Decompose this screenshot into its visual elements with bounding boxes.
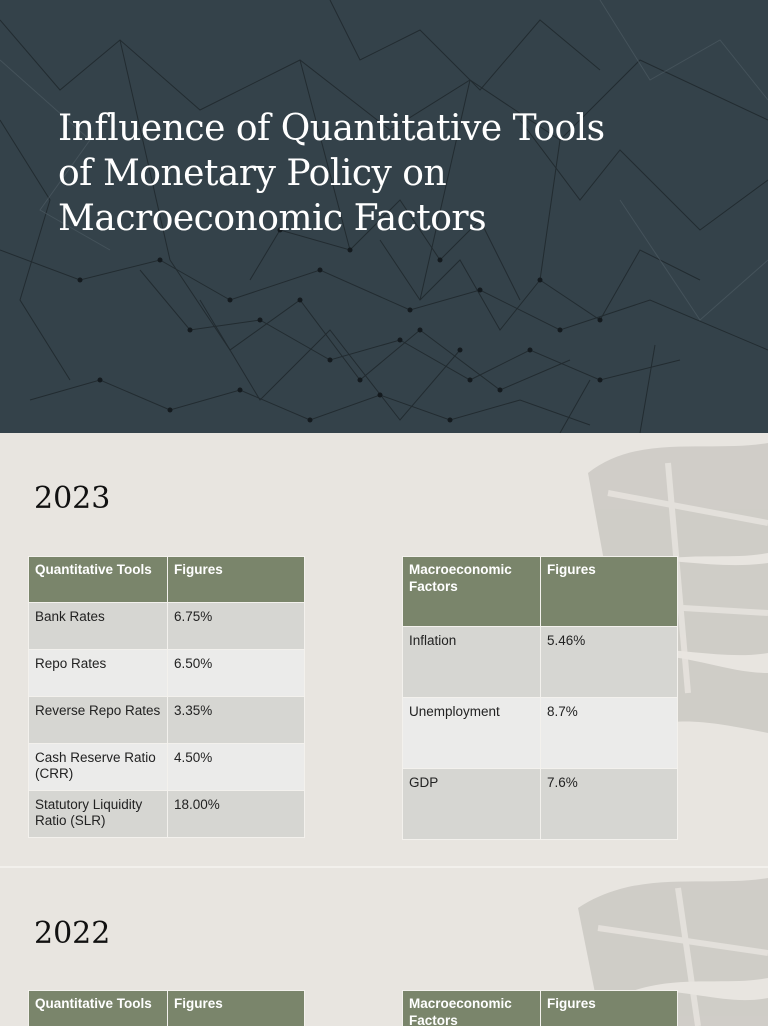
table-cell: GDP — [403, 769, 541, 840]
slide-2022 — [0, 868, 768, 1026]
table-row — [29, 744, 305, 791]
column-header: Figures — [168, 557, 305, 603]
quantitative-tools-table — [28, 556, 305, 838]
table-cell: 6.75% — [168, 603, 305, 650]
table-cell: 3.35% — [168, 697, 305, 744]
year-heading: 2023 — [34, 481, 110, 516]
table-cell: 4.50% — [168, 744, 305, 791]
table-row — [403, 769, 678, 840]
column-header: Macroeconomic Factors — [403, 557, 541, 627]
table-row — [403, 698, 678, 769]
table-cell: 6.50% — [168, 650, 305, 697]
year-heading: 2022 — [34, 916, 110, 951]
table-cell: Inflation — [403, 627, 541, 698]
table-header-row — [403, 991, 678, 1026]
table-header-row — [29, 991, 305, 1026]
column-header: Macroeconomic Factors — [403, 991, 541, 1026]
table-row — [29, 650, 305, 697]
table-header-row — [403, 557, 678, 627]
macroeconomic-factors-table — [402, 990, 678, 1026]
presentation-title: Influence of Quantitative Tools of Monetary Policy on Macroeconomic Factors — [58, 106, 658, 241]
table-row — [29, 697, 305, 744]
macroeconomic-factors-table — [402, 556, 678, 840]
column-header: Figures — [541, 991, 678, 1026]
table-cell: Statutory Liquidity Ratio (SLR) — [29, 791, 168, 838]
table-cell: Unemployment — [403, 698, 541, 769]
table-row — [403, 627, 678, 698]
table-cell: Bank Rates — [29, 603, 168, 650]
table-cell: Repo Rates — [29, 650, 168, 697]
table-cell: 8.7% — [541, 698, 678, 769]
column-header: Figures — [541, 557, 678, 627]
column-header: Figures — [168, 991, 305, 1026]
table-header-row — [29, 557, 305, 603]
table-cell: Reverse Repo Rates — [29, 697, 168, 744]
table-cell: 7.6% — [541, 769, 678, 840]
quantitative-tools-table — [28, 990, 305, 1026]
column-header: Quantitative Tools — [29, 991, 168, 1026]
table-row — [29, 603, 305, 650]
table-row — [29, 791, 305, 838]
slide-2023 — [0, 433, 768, 866]
table-cell: 5.46% — [541, 627, 678, 698]
table-cell: 18.00% — [168, 791, 305, 838]
table-cell: Cash Reserve Ratio (CRR) — [29, 744, 168, 791]
title-slide — [0, 0, 768, 433]
column-header: Quantitative Tools — [29, 557, 168, 603]
